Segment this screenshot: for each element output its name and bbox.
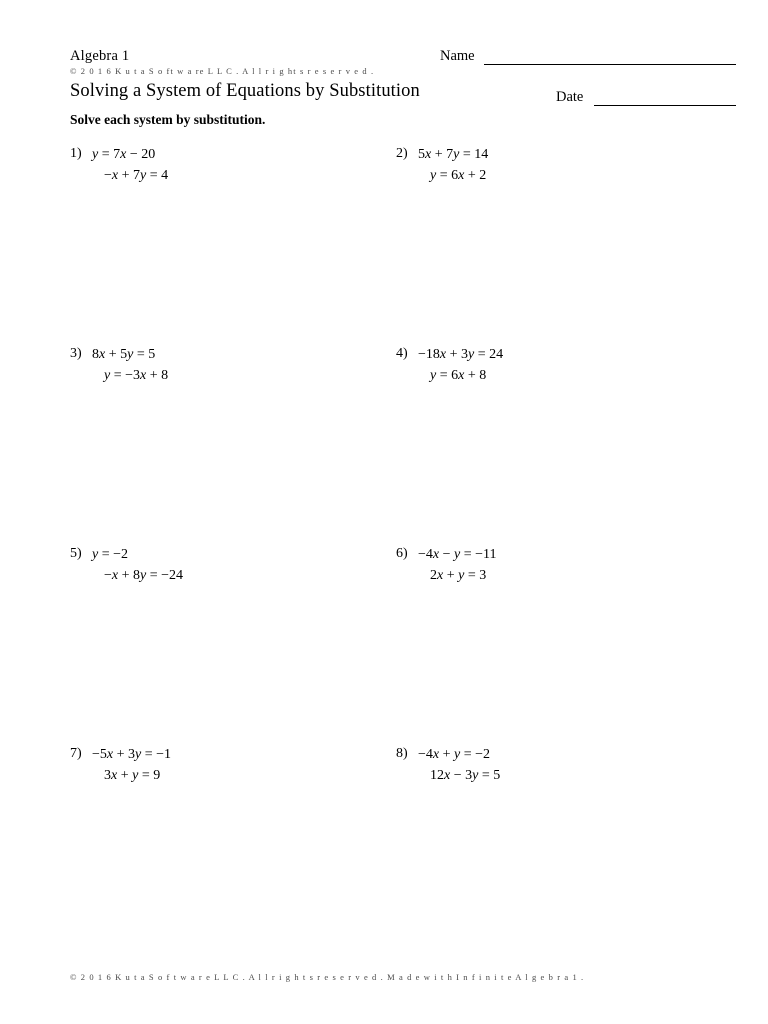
name-input-line[interactable] <box>484 64 736 65</box>
equation-first: −4x − y = −11 <box>418 547 497 562</box>
problem-number: 6) <box>396 546 408 561</box>
problem-row <box>70 144 736 344</box>
problem-equations <box>92 344 168 386</box>
problem-number: 8) <box>396 746 408 761</box>
problem-number: 5) <box>70 546 82 561</box>
problem-equations <box>418 344 503 386</box>
equation-second: y = 6x + 8 <box>430 368 487 383</box>
date-input-line[interactable] <box>594 105 736 106</box>
problem-equations <box>92 144 168 186</box>
problem-row <box>70 744 736 944</box>
problem-number: 1) <box>70 146 82 161</box>
equation-first: −18x + 3y = 24 <box>418 347 504 362</box>
equation-first: y = 7x − 20 <box>92 147 156 162</box>
problem-equations <box>418 544 497 586</box>
instructions-text: Solve each system by substitution. <box>70 112 266 127</box>
equation-second: 12x − 3y = 5 <box>430 768 501 783</box>
problem-number: 2) <box>396 146 408 161</box>
problem-number: 4) <box>396 346 408 361</box>
name-label: Name <box>440 48 475 64</box>
page-title: Solving a System of Equations by Substitution <box>70 81 420 101</box>
equation-second: 2x + y = 3 <box>430 568 487 583</box>
equation-first: 5x + 7y = 14 <box>418 147 489 162</box>
problem-row <box>70 544 736 744</box>
equation-first: −5x + 3y = −1 <box>92 747 172 762</box>
header-copyright: © 2 0 1 6 K u t a S o ft w a re L L C . A l l r i g ht s r e s e r v e d . <box>70 66 375 76</box>
footer-copyright: © 2 0 1 6 K u t a S o f t w a r e L L C . A l l r i g h t s r e s e r v e d . M a d e w i t h I n f i n i t e A l g e b r a 1 . <box>70 972 585 982</box>
equation-second: y = 6x + 2 <box>430 168 487 183</box>
problem-equations <box>92 744 171 786</box>
problem-row <box>70 344 736 544</box>
problem-list <box>70 144 736 944</box>
equation-second: −x + 7y = 4 <box>104 168 169 183</box>
problem-equations <box>92 544 183 586</box>
date-label: Date <box>556 89 584 105</box>
problem-number: 7) <box>70 746 82 761</box>
problem-equations <box>418 744 500 786</box>
equation-second: y = −3x + 8 <box>104 368 169 383</box>
problem-number: 3) <box>70 346 82 361</box>
course-title: Algebra 1 <box>70 48 130 64</box>
equation-first: −4x + y = −2 <box>418 747 491 762</box>
equation-first: y = −2 <box>92 547 129 562</box>
problem-equations <box>418 144 488 186</box>
equation-second: −x + 8y = −24 <box>104 568 184 583</box>
equation-first: 8x + 5y = 5 <box>92 347 156 362</box>
equation-second: 3x + y = 9 <box>104 768 161 783</box>
